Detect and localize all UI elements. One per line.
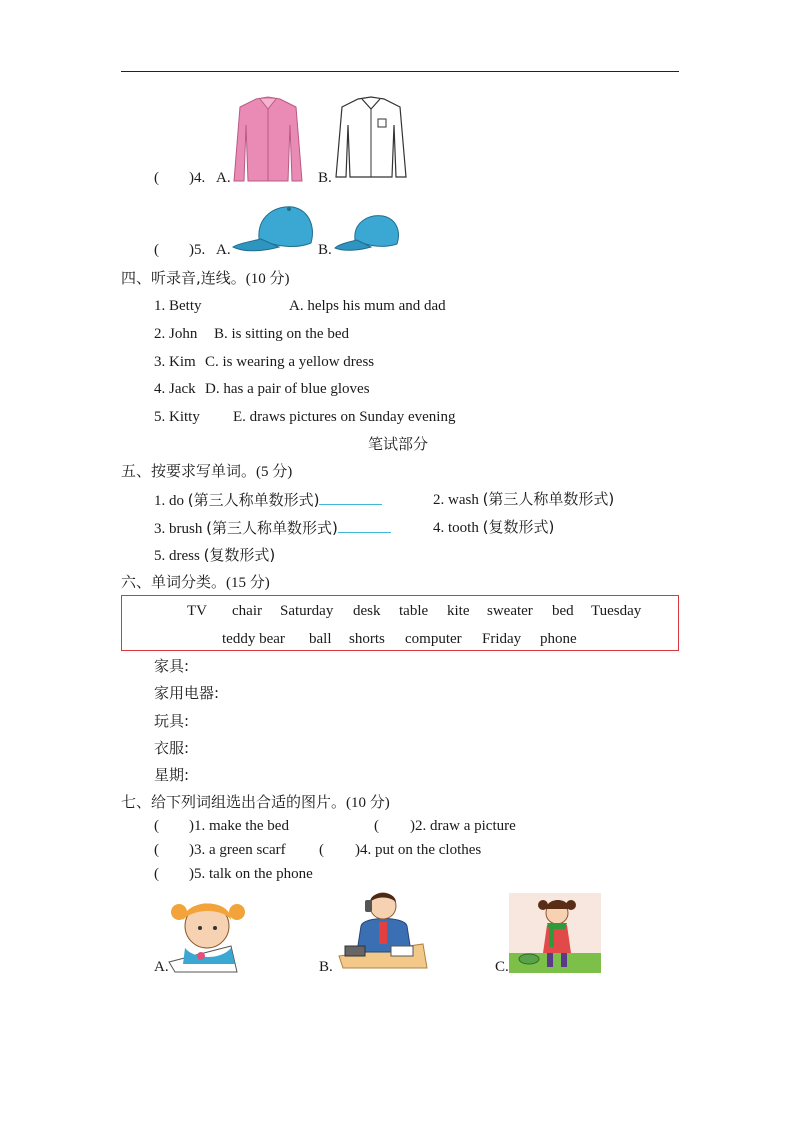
s7-paren-open: ( bbox=[374, 818, 379, 834]
q4-option-a: A. bbox=[216, 170, 231, 186]
word-bank-word: teddy bear bbox=[222, 631, 285, 647]
s4-right-d: D. has a pair of blue gloves bbox=[205, 381, 370, 397]
q5-option-a: A. bbox=[216, 242, 231, 258]
s7-item-3: )3. a green scarf bbox=[189, 842, 286, 858]
section4-points: (10 分) bbox=[245, 271, 290, 287]
category-clothes: 衣服: bbox=[154, 739, 190, 757]
word-bank-word: computer bbox=[405, 631, 462, 647]
answer-blank[interactable] bbox=[319, 492, 382, 505]
s4-right-c: C. is wearing a yellow dress bbox=[205, 354, 375, 370]
word-bank-word: Saturday bbox=[280, 603, 334, 619]
category-weekdays: 星期: bbox=[154, 766, 190, 784]
section5-points: (5 分) bbox=[256, 464, 293, 480]
header-rule bbox=[121, 71, 679, 72]
written-part-heading: 笔试部分 bbox=[368, 435, 429, 453]
s7-item-5: )5. talk on the phone bbox=[189, 866, 313, 882]
s7-paren-open: ( bbox=[319, 842, 324, 858]
pink-shirt-image bbox=[232, 95, 304, 185]
s5-item-1: 1. do (第三人称单数形式) bbox=[154, 492, 382, 509]
man-on-phone-image bbox=[335, 886, 431, 970]
s4-left-1: 1. Betty bbox=[154, 298, 202, 314]
s4-left-3: 3. Kim bbox=[154, 354, 196, 370]
word-bank-word: ball bbox=[309, 631, 332, 647]
s7-paren-open: ( bbox=[154, 866, 159, 882]
q5-paren-open: ( bbox=[154, 242, 159, 258]
section4-heading bbox=[121, 271, 290, 287]
s4-left-4: 4. Jack bbox=[154, 381, 196, 397]
s4-right-b: B. is sitting on the bed bbox=[214, 326, 349, 342]
s7-item-1: )1. make the bed bbox=[189, 818, 289, 834]
word-bank-word: desk bbox=[353, 603, 381, 619]
section6-title: 六、单词分类。 bbox=[121, 573, 227, 591]
s4-left-2: 2. John bbox=[154, 326, 198, 342]
section7-points: (10 分) bbox=[346, 795, 390, 811]
answer-blank[interactable] bbox=[338, 520, 391, 533]
q4-number: )4. bbox=[189, 170, 206, 186]
word-bank-word: phone bbox=[540, 631, 577, 647]
category-toys: 玩具: bbox=[154, 712, 190, 730]
girl-drawing-image bbox=[165, 890, 257, 974]
category-appliances: 家用电器: bbox=[154, 684, 220, 702]
s5-item-3: 3. brush (第三人称单数形式) bbox=[154, 520, 391, 537]
s7-item-2: )2. draw a picture bbox=[410, 818, 516, 834]
section7-heading bbox=[121, 795, 390, 811]
s7-paren-open: ( bbox=[154, 818, 159, 834]
q4-paren-open: ( bbox=[154, 170, 159, 186]
word-bank-word: Friday bbox=[482, 631, 522, 647]
section7-title: 七、给下列词组选出合适的图片。 bbox=[121, 793, 347, 811]
word-bank-word: TV bbox=[187, 603, 207, 619]
s5-item-2: 2. wash (第三人称单数形式) bbox=[433, 490, 615, 508]
option-c-label: C. bbox=[495, 959, 509, 975]
word-bank-word: table bbox=[399, 603, 429, 619]
q5-number: )5. bbox=[189, 242, 206, 258]
q5-option-b: B. bbox=[318, 242, 332, 258]
word-bank-word: sweater bbox=[487, 603, 533, 619]
section6-points: (15 分) bbox=[226, 575, 270, 591]
word-bank-word: shorts bbox=[349, 631, 385, 647]
s4-right-a: A. helps his mum and dad bbox=[289, 298, 446, 314]
section5-heading bbox=[121, 464, 292, 480]
s5-item-4: 4. tooth (复数形式) bbox=[433, 518, 555, 536]
section5-title: 五、按要求写单词。 bbox=[121, 462, 257, 480]
word-bank-word: chair bbox=[232, 603, 262, 619]
section4-title: 四、听录音,连线。 bbox=[121, 269, 246, 287]
s4-left-5: 5. Kitty bbox=[154, 409, 200, 425]
option-a-label: A. bbox=[154, 959, 169, 975]
cap-small-image bbox=[333, 212, 401, 254]
white-shirt-image bbox=[334, 95, 408, 181]
q4-option-b: B. bbox=[318, 170, 332, 186]
word-bank-word: Tuesday bbox=[591, 603, 642, 619]
word-bank-word: bed bbox=[552, 603, 574, 619]
s4-right-e: E. draws pictures on Sunday evening bbox=[233, 409, 456, 425]
s7-paren-open: ( bbox=[154, 842, 159, 858]
s5-item-5: 5. dress (复数形式) bbox=[154, 546, 276, 564]
category-furniture: 家具: bbox=[154, 657, 190, 675]
option-b-label: B. bbox=[319, 959, 333, 975]
s7-item-4: )4. put on the clothes bbox=[355, 842, 482, 858]
girl-with-scarf-image bbox=[509, 893, 601, 973]
cap-large-image bbox=[231, 203, 315, 255]
section6-heading bbox=[121, 575, 270, 591]
word-bank-word: kite bbox=[447, 603, 470, 619]
